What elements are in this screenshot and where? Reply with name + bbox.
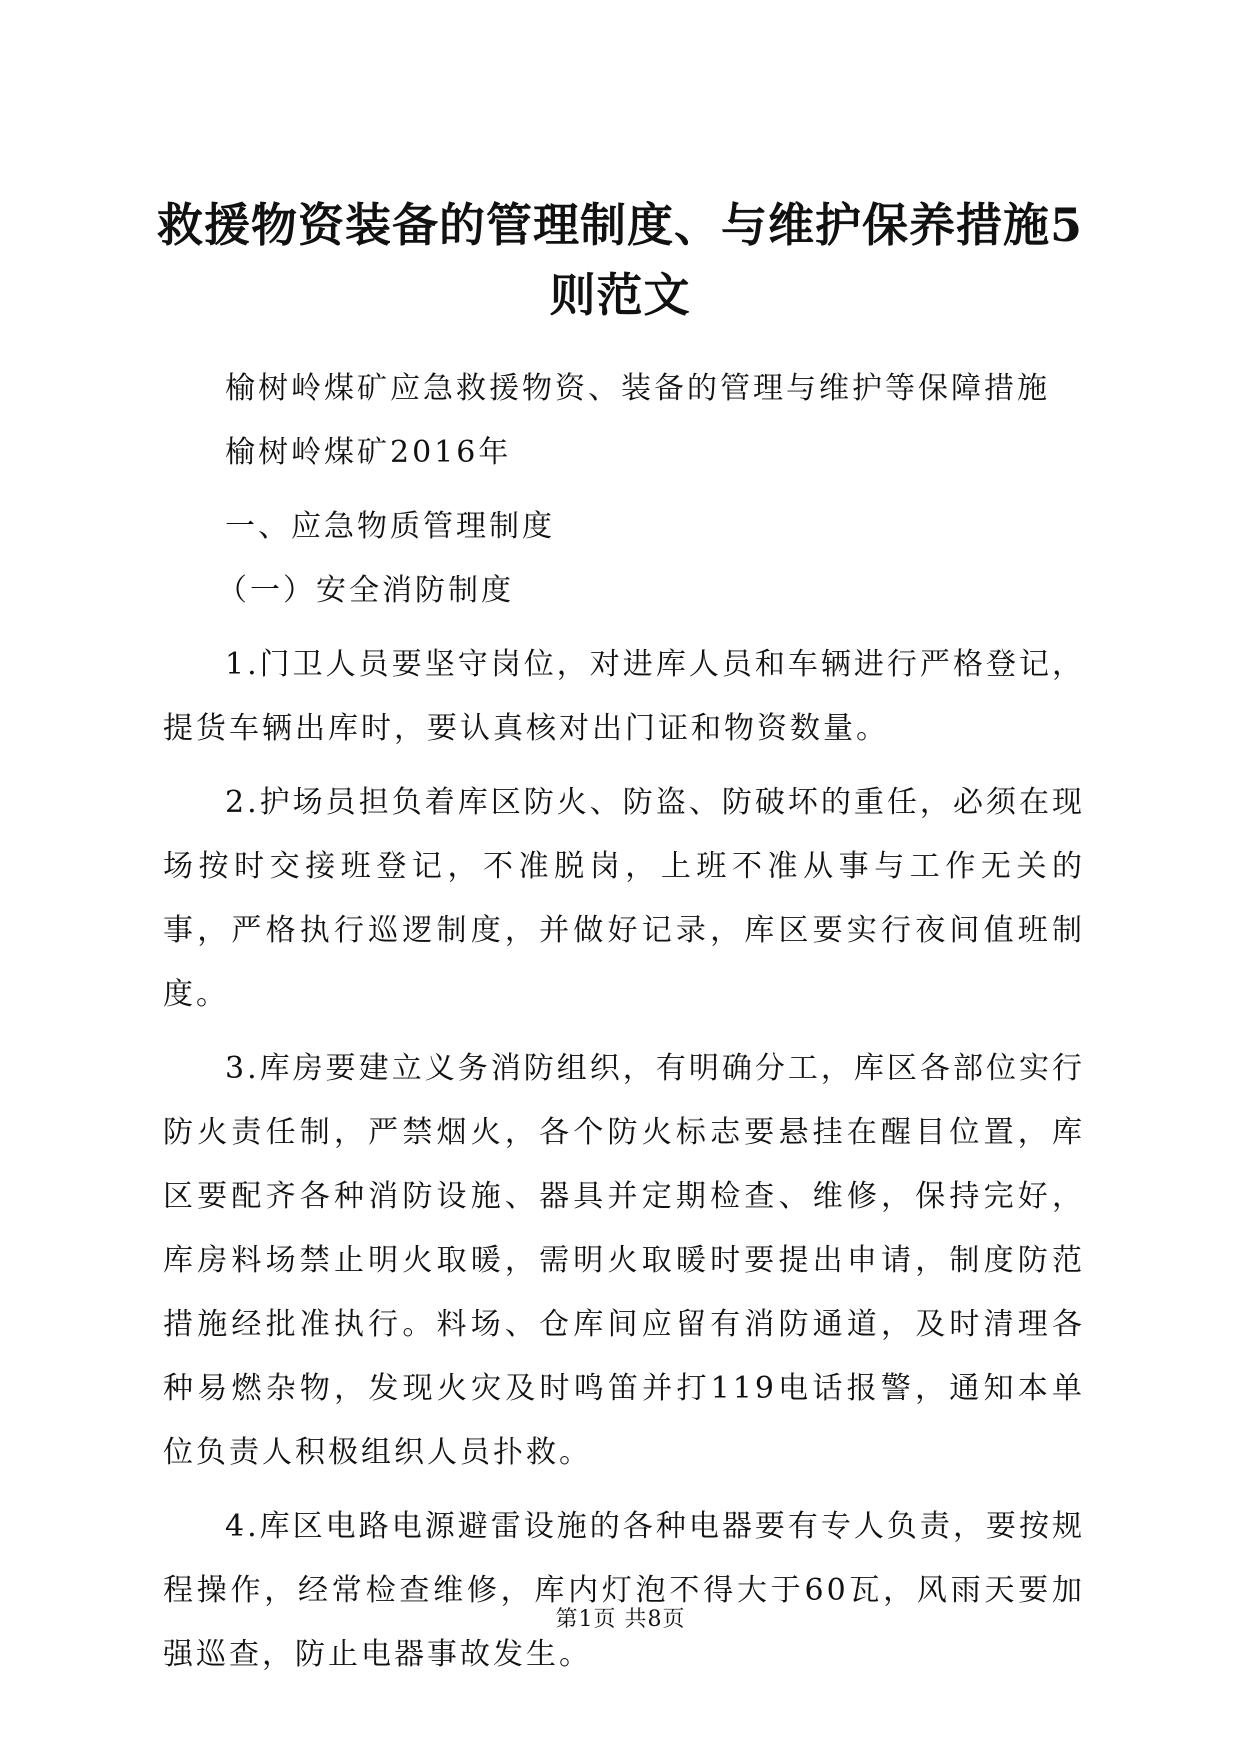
- paragraph-item-1: 1.门卫人员要坚守岗位，对进库人员和车辆进行严格登记，提货车辆出库时，要认真核对出门证和物资数量。: [163, 647, 1085, 746]
- document-title: 救援物资装备的管理制度、与维护保养措施5则范文: [156, 198, 1083, 322]
- section-heading: 一、应急物质管理制度: [225, 509, 555, 544]
- subsection-heading: （一）安全消防制度: [217, 573, 514, 608]
- paragraph-item-3: 3.库房要建立义务消防组织，有明确分工，库区各部位实行防火责任制，严禁烟火，各个防火标志要悬挂在醒目位置，库区要配齐各种消防设施、器具并定期检查、维修，保持完好，库房料场禁止明火取暖，需明火取暖时要提出申请，制度防范措施经批准执行。料场、仓库间应留有消防通道，及时清理各种易燃杂物，发现火灾及时鸣笛并打119电话报警，通知本单位负责人积极组织人员扑救。: [163, 1051, 1085, 1470]
- page-number-footer: 第1页 共8页: [555, 1607, 686, 1632]
- document-body: [163, 357, 1085, 1687]
- paragraph-heading-line: 榆树岭煤矿应急救援物资、装备的管理与维护等保障措施: [225, 371, 1050, 406]
- paragraph-item-4: 4.库区电路电源避雷设施的各种电器要有专人负责，要按规程操作，经常检查维修，库内灯泡不得大于60瓦，风雨天要加强巡查，防止电器事故发生。: [163, 1509, 1085, 1672]
- paragraph-author-year: 榆树岭煤矿2016年: [225, 435, 512, 470]
- paragraph-item-2: 2.护场员担负着库区防火、防盗、防破坏的重任，必须在现场按时交接班登记，不准脱岗，上班不准从事与工作无关的事，严格执行巡逻制度，并做好记录，库区要实行夜间值班制度。: [163, 785, 1085, 1012]
